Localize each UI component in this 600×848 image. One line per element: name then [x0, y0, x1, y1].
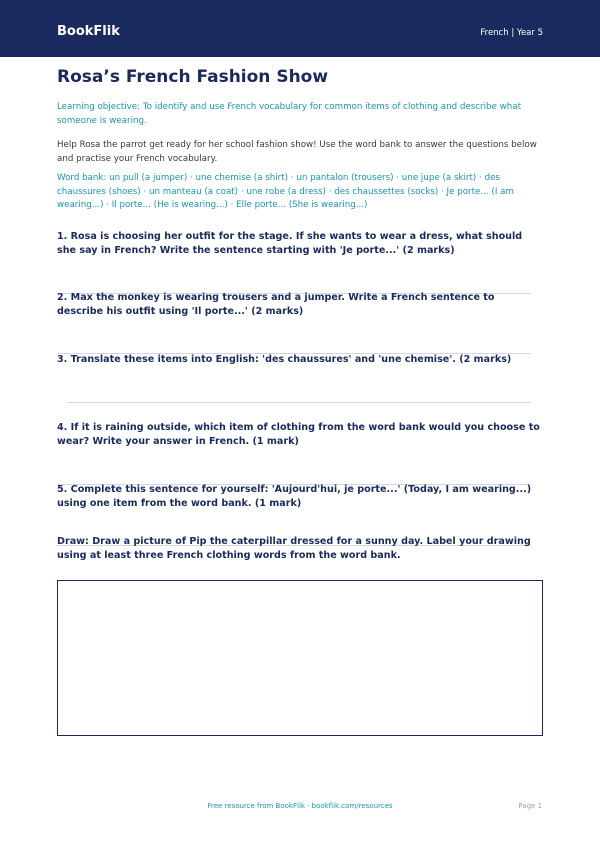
intro-text: Help Rosa the parrot get ready for her school fashion show! Use the word bank to answer the questions below and practise your French vocabulary. — [57, 140, 537, 164]
brand-logo: BookFlik — [57, 24, 120, 39]
answer-line-3[interactable] — [67, 402, 531, 403]
page-title: Rosa’s French Fashion Show — [57, 67, 329, 87]
drawing-box[interactable] — [57, 580, 543, 736]
header-bar — [0, 0, 600, 57]
question-1: 1. Rosa is choosing her outfit for the stage. If she wants to wear a dress, what should she say in French? Write the sentence starting with 'Je porte...' (2 marks) — [57, 231, 523, 256]
footer-text: Free resource from BookFlik · bookflik.com/resources — [207, 802, 393, 810]
page-number: Page 1 — [518, 802, 542, 810]
draw-task: Draw: Draw a picture of Pip the caterpillar dressed for a sunny day. Label your drawing using at least three French clothing words from the word bank. — [57, 536, 531, 561]
question-2: 2. Max the monkey is wearing trousers and a jumper. Write a French sentence to describe his outfit using 'Il porte...' (2 marks) — [57, 292, 495, 317]
word-bank: Word bank: un pull (a jumper) · une chemise (a shirt) · un pantalon (trousers) · une jupe (a skirt) · des chaussures (shoes) · un manteau (a coat) · une robe (a dress) · des chaussettes (socks) · Je porte... (I am wearing...) · Il porte... (He is wearing...) · Elle porte... (She is wearing...) — [57, 173, 514, 210]
question-3: 3. Translate these items into English: 'des chaussures' and 'une chemise'. (2 marks) — [57, 354, 512, 365]
question-5: 5. Complete this sentence for yourself: 'Aujourd'hui, je porte...' (Today, I am wearing...) using one item from the word bank. (1 mark) — [57, 484, 532, 509]
learning-objective: Learning objective: To identify and use French vocabulary for common items of clothing and describe what someone is wearing. — [57, 102, 522, 126]
question-4: 4. If it is raining outside, which item of clothing from the word bank would you choose to wear? Write your answer in French. (1 mark) — [57, 422, 540, 447]
subject-year: French | Year 5 — [480, 28, 543, 38]
